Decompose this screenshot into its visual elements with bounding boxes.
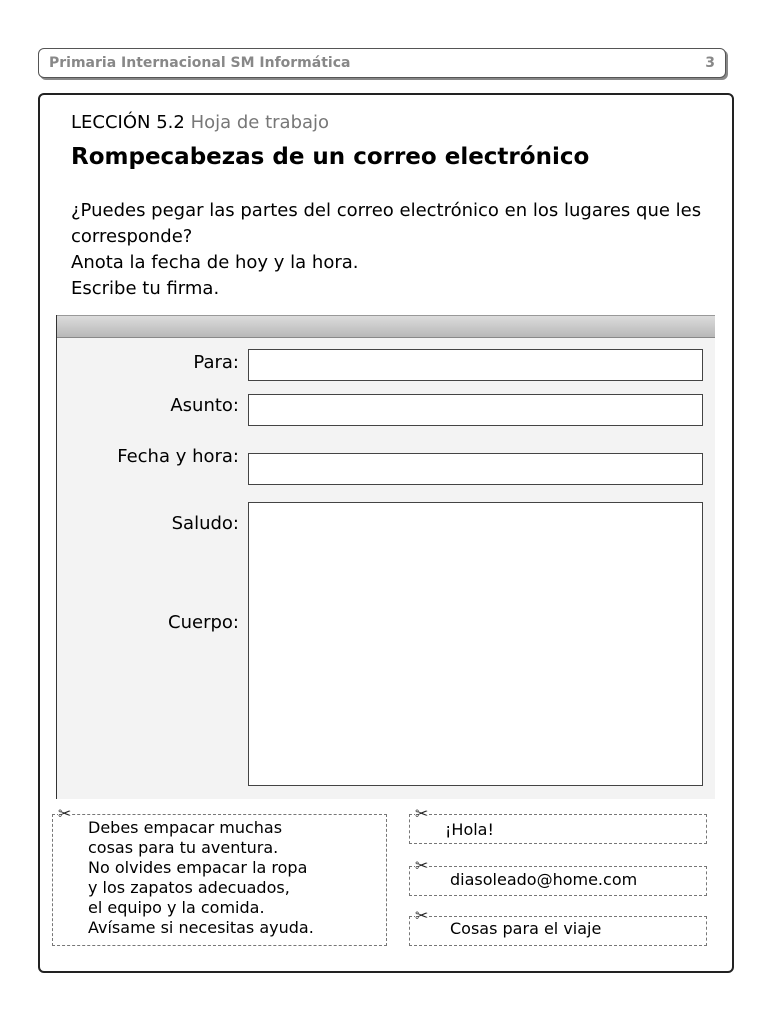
lesson-number: LECCIÓN 5.2 [71, 112, 185, 133]
body-line: cosas para tu aventura. [88, 838, 279, 857]
instruction-line: Anota la fecha de hoy y la hora. [71, 252, 359, 273]
cutout-greeting-text: ¡Hola! [445, 820, 494, 839]
body-line: Avísame si necesitas ayuda. [88, 918, 314, 937]
instructions [71, 198, 731, 302]
scissors-icon: ✂ [415, 804, 429, 823]
subject-label: Asunto: [170, 395, 239, 416]
header-title: Primaria Internacional SM Informática [49, 55, 351, 71]
scissors-icon: ✂ [415, 906, 429, 925]
lesson-heading [71, 112, 329, 133]
email-window-titlebar [57, 315, 715, 338]
cutout-subject-text: Cosas para el viaje [450, 919, 602, 938]
cutout-body[interactable] [52, 804, 387, 946]
body-line: y los zapatos adecuados, [88, 878, 290, 897]
instruction-line: Escribe tu firma. [71, 278, 220, 299]
scissors-icon: ✂ [415, 856, 429, 875]
cutout-body-text [88, 818, 314, 938]
cutout-subject[interactable] [409, 906, 707, 946]
subject-field[interactable] [248, 394, 703, 426]
to-label: Para: [193, 352, 239, 373]
instruction-line: ¿Puedes pegar las partes del correo electrónico en los lugares que les corresponde? [71, 200, 702, 247]
lesson-type: Hoja de trabajo [190, 112, 330, 133]
page-header [38, 48, 726, 78]
cutout-address-text: diasoleado@home.com [450, 870, 638, 889]
cutout-address[interactable] [409, 856, 707, 896]
date-field[interactable] [248, 453, 703, 485]
page-title: Rompecabezas de un correo electrónico [71, 144, 590, 170]
body-label: Cuerpo: [168, 612, 239, 633]
body-line: Debes empacar muchas [88, 818, 283, 837]
body-line: el equipo y la comida. [88, 898, 265, 917]
date-label: Fecha y hora: [117, 446, 239, 467]
to-field[interactable] [248, 349, 703, 381]
message-body-field[interactable] [248, 502, 703, 786]
page-number: 3 [705, 55, 715, 71]
greeting-label: Saludo: [171, 513, 239, 534]
body-line: No olvides empacar la ropa [88, 858, 308, 877]
scissors-icon: ✂ [58, 804, 72, 823]
cutout-greeting[interactable] [409, 804, 707, 844]
